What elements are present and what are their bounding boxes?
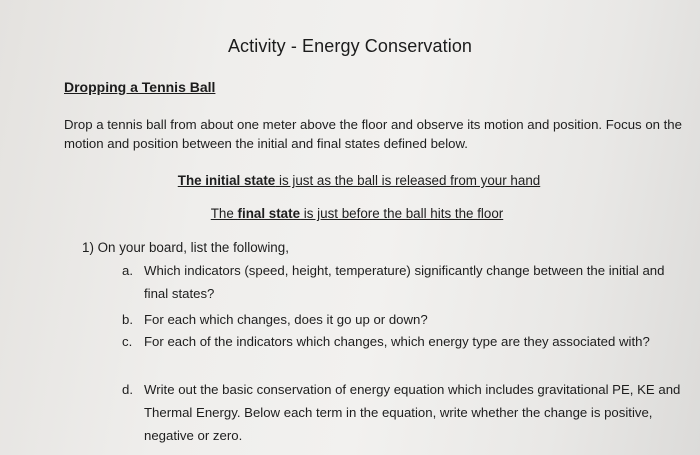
final-state-prefix: The [210, 206, 238, 221]
sub-item-letter: a. [122, 263, 133, 278]
sub-item-b [122, 308, 682, 331]
initial-state-text: is just as the ball is released from your hand [275, 173, 541, 188]
final-state-text: is just before the ball hits the floor [300, 206, 504, 221]
intro-paragraph: Drop a tennis ball from about one meter above the floor and observe its motion and position. Focus on the motion and position between the initial and final states defined below. [64, 117, 682, 151]
sub-item-text: Write out the basic conservation of energy equation which includes gravitational PE, KE and Thermal Energy. Below each term in the equation, write whether the change is positive, negative or zero. [144, 382, 681, 443]
question-1: 1) On your board, list the following, [82, 240, 289, 255]
sub-item-letter: b. [122, 312, 133, 327]
section-heading: Dropping a Tennis Ball [64, 79, 216, 95]
final-state-term: final state [237, 206, 301, 221]
sub-item-letter: d. [122, 382, 133, 397]
sub-item-c [122, 330, 682, 353]
sub-item-a [122, 259, 682, 305]
sub-item-text: For each which changes, does it go up or down? [144, 312, 428, 327]
sub-item-text: Which indicators (speed, height, temperature) significantly change between the initial and final states? [144, 263, 665, 301]
initial-state-term: The initial state [177, 173, 276, 188]
sub-item-letter: c. [122, 334, 133, 349]
sub-item-d [122, 378, 682, 447]
page-title: Activity - Energy Conservation [227, 36, 473, 56]
final-state-definition [0, 206, 700, 221]
sub-item-text: For each of the indicators which changes, which energy type are they associated with? [144, 334, 650, 349]
initial-state-definition [0, 173, 700, 188]
